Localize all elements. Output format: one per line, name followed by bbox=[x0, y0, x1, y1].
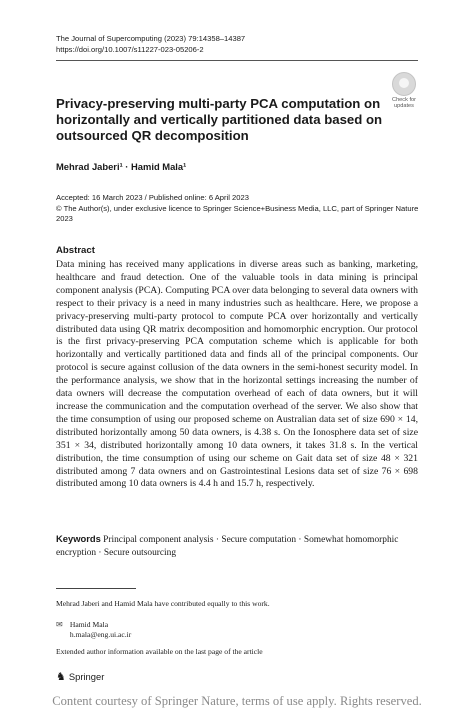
keywords-section bbox=[56, 533, 418, 560]
author-list: Mehrad Jaberi¹ · Hamid Mala¹ bbox=[56, 161, 187, 172]
check-for-updates-badge[interactable] bbox=[387, 72, 421, 110]
journal-header bbox=[56, 34, 245, 55]
springer-horse-icon: ♞ bbox=[56, 671, 66, 683]
corresponding-author-email[interactable]: h.mala@eng.ui.ac.ir bbox=[69, 630, 132, 640]
article-title: Privacy-preserving multi-party PCA computation on horizontally and vertically partitioned data based on outsourced QR decomposition bbox=[56, 96, 383, 144]
header-divider bbox=[56, 60, 418, 61]
check-for-updates-icon bbox=[392, 72, 416, 96]
courtesy-watermark: Content courtesy of Springer Nature, terms of use apply. Rights reserved. bbox=[52, 694, 422, 708]
keywords-label: Keywords bbox=[56, 533, 101, 544]
publication-info bbox=[56, 193, 418, 225]
doi-link[interactable]: https://doi.org/10.1007/s11227-023-05206-2 bbox=[56, 44, 204, 54]
extended-author-info: Extended author information available on the last page of the article bbox=[56, 647, 263, 656]
corresponding-author bbox=[56, 620, 131, 640]
abstract-body: Data mining has received many applications in diverse areas such as banking, marketing, healthcare and fraud detection. One of the valuable tools in data mining is principal component analysis (PCA). Computing PCA over data belonging to several data owners with respect to their privacy is a need in many industries such as healthcare. Here, we propose a privacy-preserving multi-party protocol to compute PCA over horizontally and vertically distributed data using QR matrix decomposition and homomorphic encryption. Our protocol is the first privacy-preserving PCA computation scheme which is applicable for both horizontally and vertically partitioned data and finds all of the principal components. Our protocol is secure against collusion of the data owners in the semi-honest security model. In the performance analysis, we show that in the horizontal settings increasing the number of data owners will decrease the computation overhead of each of data owners, but it will increase the communication and the computation overhead of the server. We also show that the time consumption of using our proposed scheme on Australian data set of size 690 × 14, distributed horizontally among 50 data owners, is 4.38 s. On the Ionosphere data set of size 351 × 34, distributed horizontally among 10 data owners, it takes 31.8 s. In the vertical distribution, the time consumption of using our scheme on Gait data set of size 48 × 321 distributed among 7 data owners and on Gastrointestinal Lesions data set of size 76 × 698 distributed among 10 data owners is 4.4 h and 15.7 h, respectively. bbox=[56, 259, 418, 490]
corresponding-author-name: Hamid Mala bbox=[69, 620, 109, 629]
check-for-updates-label-2: updates bbox=[394, 103, 414, 110]
copyright-line: © The Author(s), under exclusive licence to Springer Science+Business Media, LLC, part of Springer Nature bbox=[56, 203, 419, 213]
copyright-year: 2023 bbox=[56, 214, 73, 224]
publisher-name: Springer bbox=[68, 671, 105, 682]
envelope-icon: ✉ bbox=[56, 620, 63, 629]
keywords-list: Principal component analysis · Secure computation · Somewhat homomorphic encryption · Secure outsourcing bbox=[56, 535, 399, 558]
publisher-logo bbox=[56, 670, 104, 683]
accepted-published-dates: Accepted: 16 March 2023 / Published online: 6 April 2023 bbox=[56, 193, 249, 202]
check-for-updates-label: Check for bbox=[392, 97, 416, 103]
journal-citation: The Journal of Supercomputing (2023) 79:14358–14387 bbox=[56, 34, 246, 43]
abstract-heading: Abstract bbox=[56, 245, 95, 256]
footnote-divider bbox=[56, 588, 136, 589]
contribution-note: Mehrad Jaberi and Hamid Mala have contributed equally to this work. bbox=[56, 599, 270, 608]
